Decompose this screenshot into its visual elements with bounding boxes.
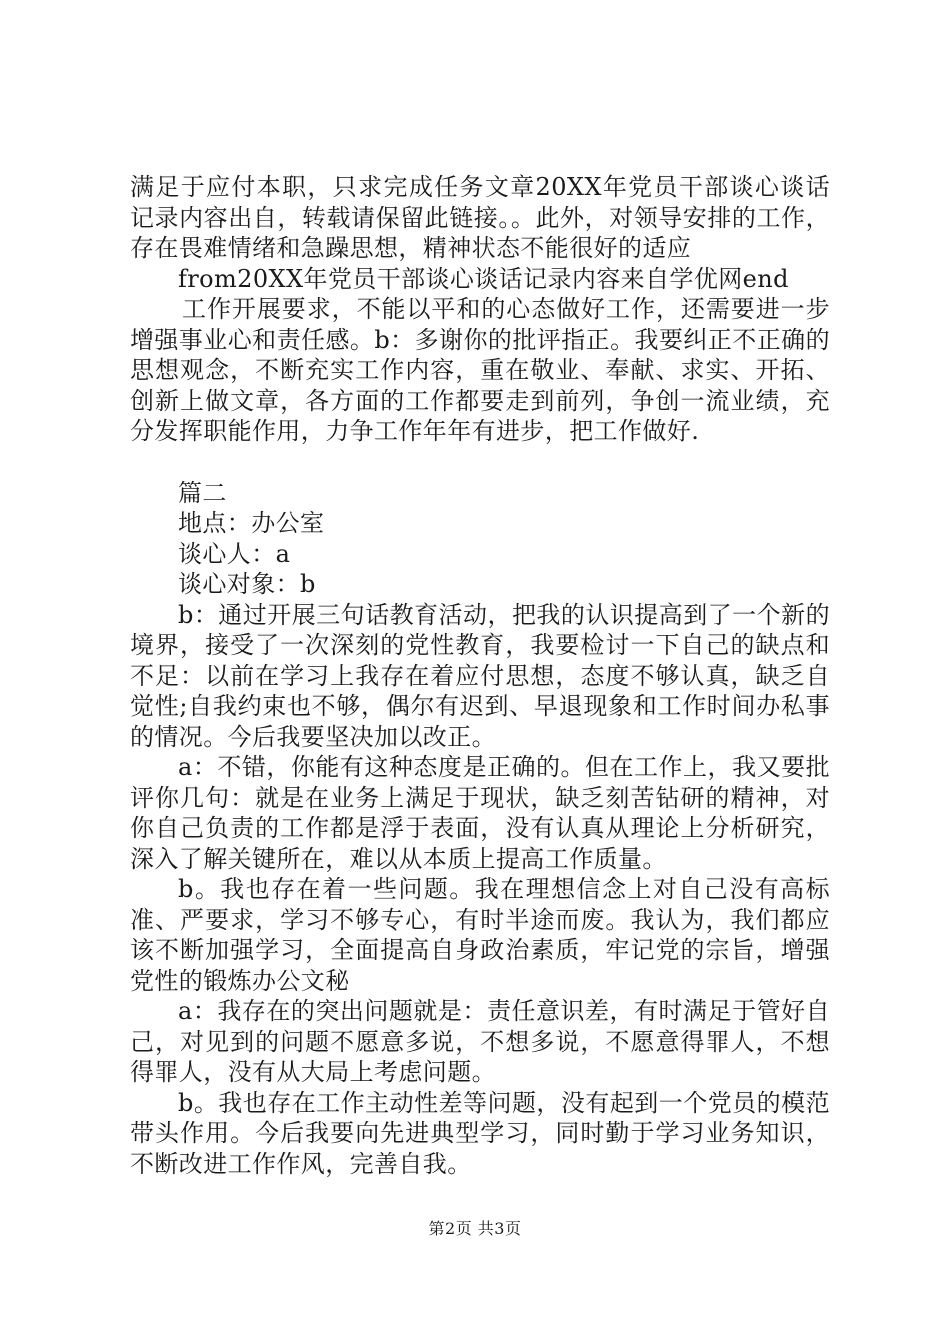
paragraph-work-requirements: 工作开展要求，不能以平和的心态做好工作，还需要进一步增强事业心和责任感。b：多谢你的批评指正。我要纠正不正确的思想观念，不断充实工作内容，重在敬业、奉献、求实、开拓、创新上做文章，各方面的工作都要走到前列，争创一流业绩，充分发挥职能作用，力争工作年年有进步，把工作做好.: [130, 295, 830, 445]
paragraph-source-note: from20XX年党员干部谈心谈话记录内容来自学优网end: [178, 264, 789, 293]
paragraph-gap: [130, 447, 830, 478]
dialogue-paragraph: b。我也存在工作主动性差等问题，没有起到一个党员的模范带头作用。今后我要向先进典型学习，同时勤于学习业务知识，不断改进工作作风，完善自我。: [130, 1088, 830, 1178]
section-title: 篇二: [178, 478, 227, 507]
meta-listener: 谈心对象：b: [178, 570, 316, 598]
page-number-footer: 第2页 共3页: [428, 1219, 522, 1238]
paragraph-continuation: 满足于应付本职，只求完成任务文章20XX年党员干部谈心谈话记录内容出自，转载请保留此链接。。此外，对领导安排的工作，存在畏难情绪和急躁思想，精神状态不能很好的适应: [130, 173, 830, 262]
dialogue-paragraph: b：通过开展三句话教育活动，把我的认识提高到了一个新的境界，接受了一次深刻的党性教育，我要检讨一下自己的缺点和不足：以前在学习上我存在着应付思想，态度不够认真，缺乏自觉性;自我约束也不够，偶尔有迟到、早退现象和工作时间办私事的情况。今后我要坚决加以改正。: [130, 600, 830, 751]
dialogue-paragraph: a：我存在的突出问题就是：责任意识差，有时满足于管好自己，对见到的问题不愿意多说，不想多说，不愿意得罪人，不想得罪人，没有从大局上考虑问题。: [130, 997, 830, 1086]
dialogue-paragraph: a：不错，你能有这种态度是正确的。但在工作上，我又要批评你几句：就是在业务上满足于现状，缺乏刻苦钻研的精神，对你自己负责的工作都是浮于表面，没有认真从理论上分析研究，深入了解关键所在，难以从本质上提高工作质量。: [130, 753, 830, 873]
dialogue-paragraph: b。我也存在着一些问题。我在理想信念上对自己没有高标准、严要求，学习不够专心，有时半途而废。我认为，我们都应该不断加强学习，全面提高自身政治素质，牢记党的宗旨，增强党性的锻炼办公文秘: [130, 875, 830, 995]
document-body: [130, 172, 830, 1179]
meta-location: 地点：办公室: [178, 509, 325, 537]
meta-speaker: 谈心人：a: [178, 539, 291, 568]
